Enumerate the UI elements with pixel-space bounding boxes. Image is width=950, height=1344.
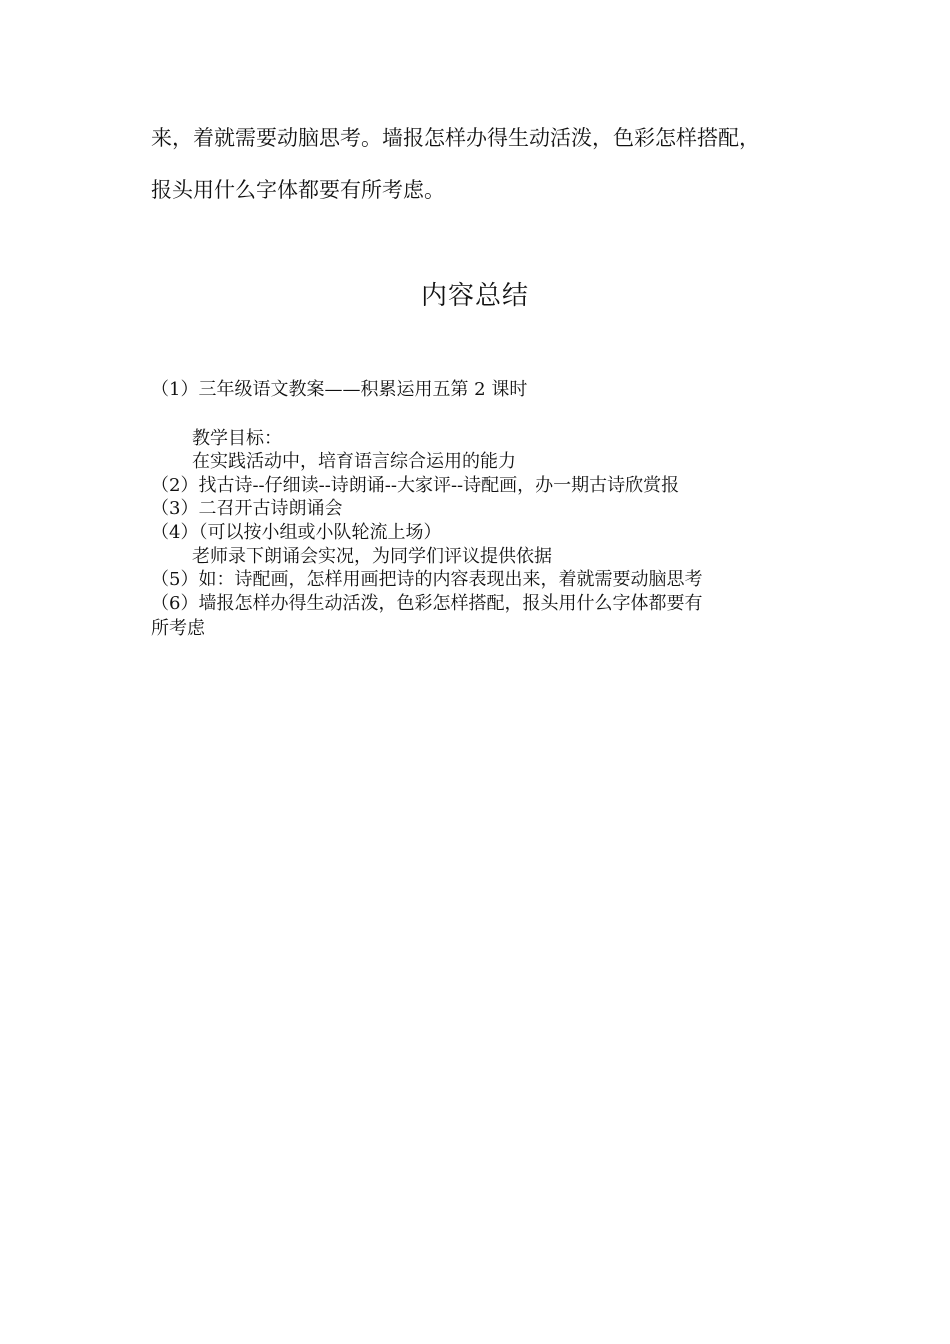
summary-item-6-continued: 所考虑 bbox=[151, 618, 205, 639]
summary-item-5: （5）如：诗配画，怎样用画把诗的内容表现出来，着就需要动脑思考 bbox=[151, 569, 703, 590]
summary-item-2: （2）找古诗--仔细读--诗朗诵--大家评--诗配画，办一期古诗欣赏报 bbox=[151, 475, 680, 496]
teaching-goal-text: 在实践活动中，培育语言综合运用的能力 bbox=[192, 451, 516, 472]
summary-item-4: （4）（可以按小组或小队轮流上场） bbox=[151, 522, 442, 543]
summary-item-6: （6）墙报怎样办得生动活泼，色彩怎样搭配，报头用什么字体都要有 bbox=[151, 593, 703, 614]
teaching-goal-label: 教学目标： bbox=[192, 428, 282, 449]
section-title: 内容总结 bbox=[420, 281, 529, 311]
summary-item-4-text: 老师录下朗诵会实况，为同学们评议提供依据 bbox=[192, 546, 552, 567]
body-paragraph-line-2: 报头用什么字体都要有所考虑。 bbox=[151, 178, 445, 202]
body-paragraph-line-1: 来，着就需要动脑思考。墙报怎样办得生动活泼，色彩怎样搭配， bbox=[151, 126, 760, 150]
summary-item-1: （1）三年级语文教案——积累运用五第 2 课时 bbox=[151, 379, 528, 400]
summary-item-3: （3）二召开古诗朗诵会 bbox=[151, 498, 343, 519]
